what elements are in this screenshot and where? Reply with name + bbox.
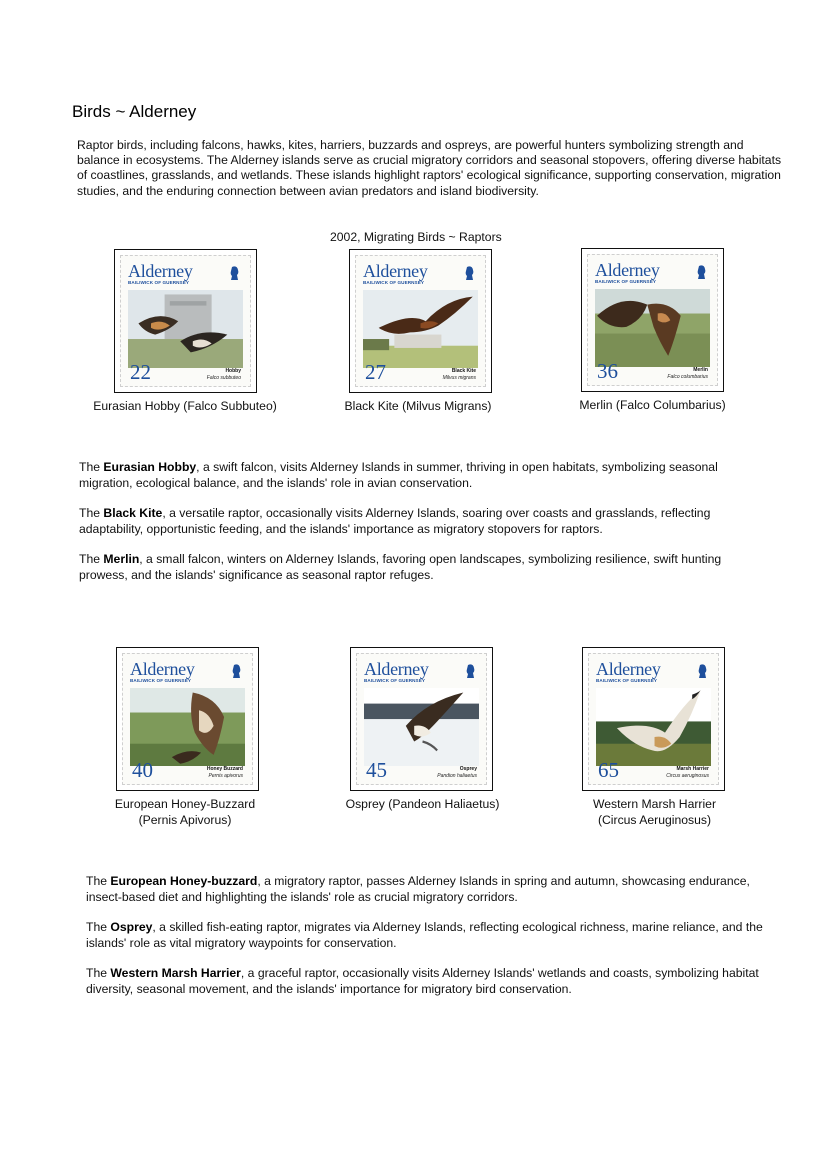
stamp-bailiwick: BAILIWICK OF GUERNSEY bbox=[363, 280, 425, 285]
description-prefix: The bbox=[86, 920, 111, 934]
stamp-header bbox=[595, 261, 712, 291]
caption-line-1: European Honey-Buzzard bbox=[114, 797, 256, 811]
caption-line-1: Western Marsh Harrier bbox=[592, 797, 717, 811]
stamp-mount-marsh-harrier bbox=[582, 647, 725, 791]
stamp-osprey bbox=[356, 653, 487, 785]
stamp-value: 22 bbox=[130, 360, 151, 384]
description-text: , a graceful raptor, occasionally visits Alderney Islands' wetlands and coasts, symbolizing habitat diversity, seasonal movement, and the islands' importance for migratory bird conservation. bbox=[86, 966, 759, 996]
description-bird-name: Eurasian Hobby bbox=[103, 460, 197, 474]
stamp-bailiwick: BAILIWICK OF GUERNSEY bbox=[596, 678, 658, 683]
description-prefix: The bbox=[86, 874, 111, 888]
stamp-hobby bbox=[120, 255, 251, 387]
stamp-mount-black-kite bbox=[349, 249, 492, 393]
stamp-bird-name: Merlin bbox=[693, 367, 708, 373]
intro-paragraph: Raptor birds, including falcons, hawks, kites, harriers, buzzards and ospreys, are powerful hunters symbolizing strength and balance in ecosystems. The Alderney islands serve as crucial migratory corridors and seasonal stopovers, offering diverse habitats of coastlines, grasslands, and wetlands. These islands highlight raptors' ecological significance, supporting conservation, migration studies, and the enduring connection between avian predators and island biodiversity. bbox=[77, 138, 782, 198]
stamp-mount-hobby bbox=[114, 249, 257, 393]
stamp-caption-black-kite: Black Kite (Milvus Migrans) bbox=[344, 399, 492, 413]
description-merlin bbox=[79, 552, 769, 583]
queen-head-icon bbox=[230, 663, 243, 679]
description-western-marsh-harrier bbox=[86, 966, 778, 997]
caption-line-2: (Circus Aeruginosus) bbox=[597, 812, 712, 827]
stamp-header bbox=[364, 660, 481, 690]
stamp-bailiwick: BAILIWICK OF GUERNSEY bbox=[364, 678, 426, 683]
description-prefix: The bbox=[79, 552, 104, 566]
stamp-bird-name: Marsh Harrier bbox=[676, 766, 709, 772]
queen-head-icon bbox=[228, 265, 241, 281]
stamp-value: 45 bbox=[366, 758, 387, 782]
queen-head-icon bbox=[695, 264, 708, 280]
stamp-bailiwick: BAILIWICK OF GUERNSEY bbox=[130, 678, 192, 683]
stamp-black-kite bbox=[355, 255, 486, 387]
stamp-latin-name: Pandion haliaetus bbox=[437, 773, 477, 779]
stamp-honey-buzzard bbox=[122, 653, 253, 785]
description-eurasian-hobby bbox=[79, 460, 759, 491]
stamp-country: Alderney bbox=[364, 659, 429, 679]
stamp-latin-name: Circus aeruginosus bbox=[666, 773, 709, 779]
queen-head-icon bbox=[696, 663, 709, 679]
stamp-value: 65 bbox=[598, 758, 619, 782]
stamp-mount-honey-buzzard bbox=[116, 647, 259, 791]
queen-head-icon bbox=[464, 663, 477, 679]
queen-head-icon bbox=[463, 265, 476, 281]
stamp-bird-name: Osprey bbox=[459, 766, 477, 772]
description-prefix: The bbox=[79, 506, 104, 520]
stamp-latin-name: Pernis apivorus bbox=[208, 773, 243, 779]
stamp-value: 40 bbox=[132, 758, 153, 782]
stamp-latin-name: Falco subbuteo bbox=[206, 375, 241, 381]
stamp-bird-name: Black Kite bbox=[451, 368, 476, 374]
description-text: , a skilled fish-eating raptor, migrates via Alderney Islands, reflecting ecological richness, marine reliance, and the islands' role as vital migratory waypoints for conservation. bbox=[86, 920, 763, 950]
stamp-caption-honey-buzzard bbox=[95, 797, 275, 828]
caption-line-2: (Pernis Apivorus) bbox=[138, 812, 232, 827]
stamp-country: Alderney bbox=[128, 261, 193, 281]
description-prefix: The bbox=[86, 966, 111, 980]
description-text: , a swift falcon, visits Alderney Islands in summer, thriving in open habitats, symbolizing seasonal migration, ecological balance, and the islands' role in avian conservation. bbox=[79, 460, 718, 490]
description-text: , a versatile raptor, occasionally visits Alderney Islands, soaring over coasts and grasslands, reflecting adaptability, opportunistic feeding, and the islands' importance as migratory stopovers for raptors. bbox=[79, 506, 711, 536]
stamp-country: Alderney bbox=[363, 261, 428, 281]
description-prefix: The bbox=[79, 460, 104, 474]
series-title: 2002, Migrating Birds ~ Raptors bbox=[330, 230, 502, 244]
description-bird-name: European Honey-buzzard bbox=[110, 874, 258, 888]
stamp-value: 27 bbox=[365, 360, 386, 384]
stamp-country: Alderney bbox=[595, 260, 660, 280]
description-bird-name: Black Kite bbox=[103, 506, 163, 520]
stamp-illustration-osprey bbox=[364, 688, 479, 766]
stamp-value: 36 bbox=[597, 359, 618, 383]
description-text: , a migratory raptor, passes Alderney Islands in spring and autumn, showcasing endurance, insect-based diet and highlighting the islands' role as crucial migratory corridors. bbox=[86, 874, 750, 904]
stamp-illustration-marsh-harrier bbox=[596, 688, 711, 766]
stamp-illustration-merlin bbox=[595, 289, 710, 367]
stamp-header bbox=[596, 660, 713, 690]
stamp-latin-name: Milvus migrans bbox=[442, 375, 476, 381]
description-osprey bbox=[86, 920, 778, 951]
description-bird-name: Western Marsh Harrier bbox=[110, 966, 241, 980]
description-bird-name: Merlin bbox=[103, 552, 140, 566]
stamp-country: Alderney bbox=[130, 659, 195, 679]
stamp-header bbox=[130, 660, 247, 690]
stamp-mount-osprey bbox=[350, 647, 493, 791]
stamp-latin-name: Falco columbarius bbox=[667, 374, 708, 380]
stamp-caption-hobby: Eurasian Hobby (Falco Subbuteo) bbox=[93, 399, 277, 413]
stamp-bailiwick: BAILIWICK OF GUERNSEY bbox=[595, 279, 657, 284]
stamp-bird-name: Honey Buzzard bbox=[206, 766, 243, 772]
stamp-marsh-harrier bbox=[588, 653, 719, 785]
stamp-bailiwick: BAILIWICK OF GUERNSEY bbox=[128, 280, 190, 285]
stamp-caption-osprey: Osprey (Pandeon Haliaetus) bbox=[345, 797, 500, 811]
description-bird-name: Osprey bbox=[110, 920, 153, 934]
stamp-header bbox=[128, 262, 245, 292]
stamp-merlin bbox=[587, 254, 718, 386]
stamp-caption-merlin: Merlin (Falco Columbarius) bbox=[579, 398, 726, 412]
stamp-header bbox=[363, 262, 480, 292]
description-text: , a small falcon, winters on Alderney Islands, favoring open landscapes, symbolizing resilience, swift hunting prowess, and the islands' significance as seasonal raptor refuges. bbox=[79, 552, 722, 582]
stamp-caption-marsh-harrier bbox=[562, 797, 747, 828]
stamp-illustration-black-kite bbox=[363, 290, 478, 368]
stamp-illustration-honey-buzzard bbox=[130, 688, 245, 766]
stamp-country: Alderney bbox=[596, 659, 661, 679]
stamp-bird-name: Hobby bbox=[225, 368, 241, 374]
page-title: Birds ~ Alderney bbox=[72, 102, 197, 121]
stamp-mount-merlin bbox=[581, 248, 724, 392]
stamp-illustration-hobby bbox=[128, 290, 243, 368]
description-european-honey-buzzard bbox=[86, 874, 778, 905]
description-black-kite bbox=[79, 506, 759, 537]
